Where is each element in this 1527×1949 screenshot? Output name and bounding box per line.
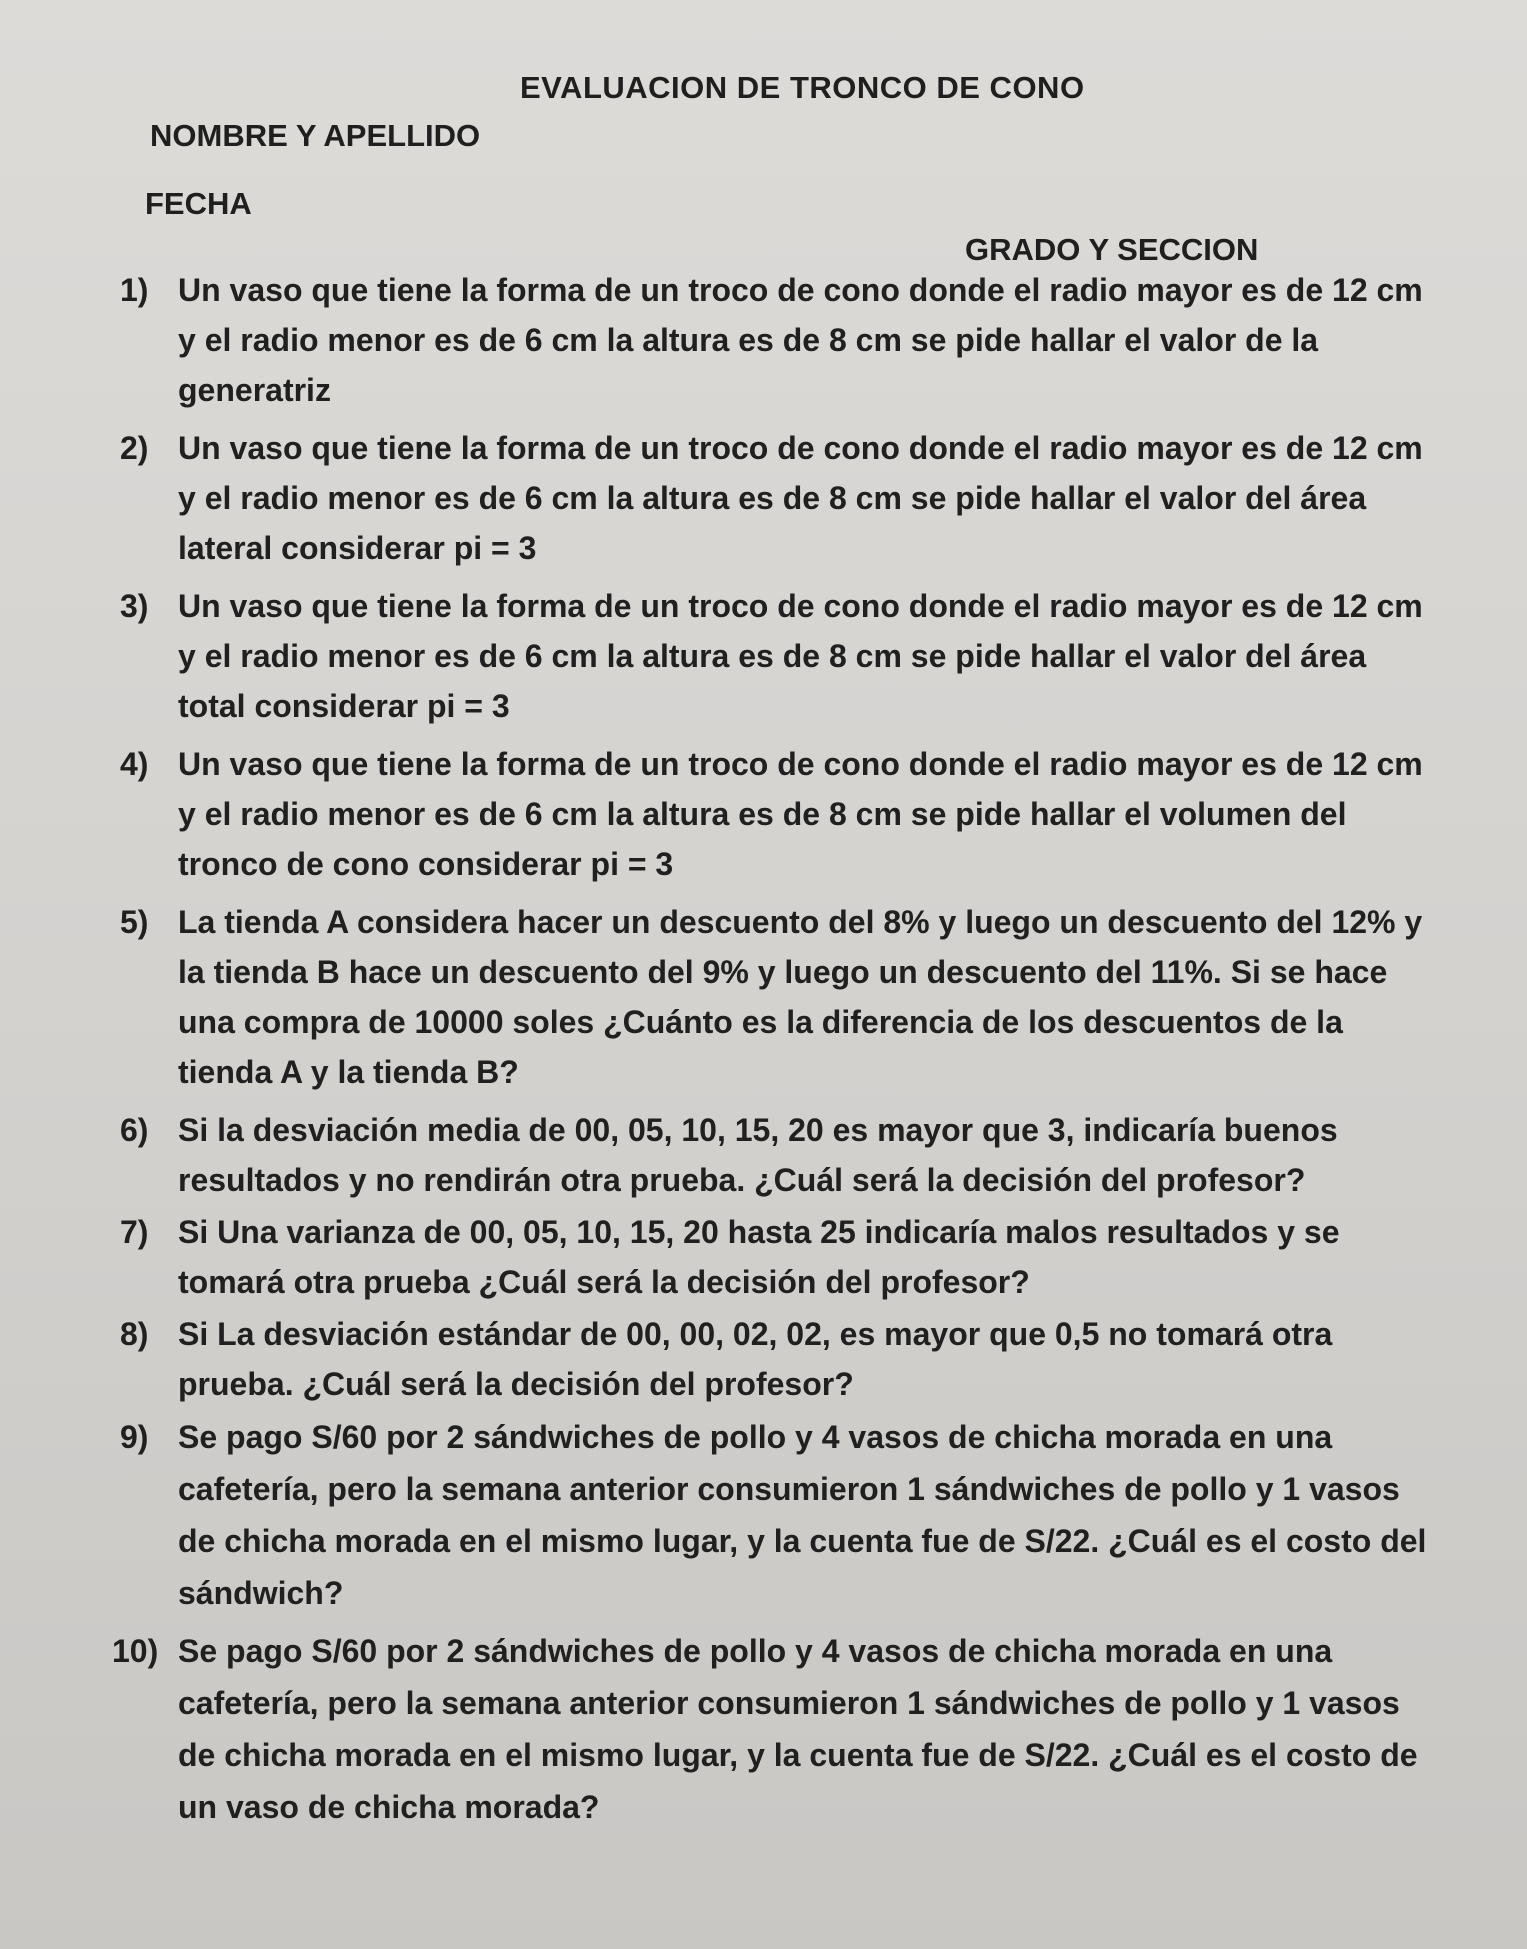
question-number: 7) [120, 1214, 149, 1250]
question-2 [120, 423, 1430, 573]
question-number: 10) [112, 1633, 159, 1669]
question-3 [120, 581, 1430, 731]
question-number: 9) [120, 1419, 149, 1455]
question-text: Se pago S/60 por 2 sándwiches de pollo y 4 vasos de chicha morada en una cafetería, pero la semana anterior consumieron 1 sándwiches de pollo y 1 vasos de chicha morada en el mismo lugar, y la cuenta fue de S/22. ¿Cuál es el costo de un vaso de chicha morada? [178, 1633, 1418, 1825]
question-1 [120, 265, 1430, 415]
question-number: 1) [120, 272, 149, 308]
grade-section-label: GRADO Y SECCION [965, 232, 1259, 267]
question-list [112, 265, 1430, 1833]
question-number: 2) [120, 430, 149, 466]
question-text: La tienda A considera hacer un descuento del 8% y luego un descuento del 12% y la tienda B hace un descuento del 9% y luego un descuento del 11%. Si se hace una compra de 10000 soles ¿Cuánto es la diferencia de los descuentos de la tienda A y la tienda B? [178, 904, 1423, 1090]
question-text: Se pago S/60 por 2 sándwiches de pollo y 4 vasos de chicha morada en una cafetería, pero la semana anterior consumieron 1 sándwiches de pollo y 1 vasos de chicha morada en el mismo lugar, y la cuenta fue de S/22. ¿Cuál es el costo del sándwich? [178, 1419, 1427, 1611]
question-10 [112, 1625, 1430, 1833]
question-number: 6) [120, 1112, 149, 1148]
question-4 [120, 739, 1430, 889]
question-text: Si la desviación media de 00, 05, 10, 15, 20 es mayor que 3, indicaría buenos resultados y no rendirán otra prueba. ¿Cuál será la decisión del profesor? [178, 1112, 1338, 1198]
question-number: 4) [120, 746, 149, 782]
question-5 [120, 897, 1430, 1097]
question-9 [120, 1411, 1430, 1619]
date-label: FECHA [145, 186, 252, 221]
question-number: 8) [120, 1316, 149, 1352]
question-text: Un vaso que tiene la forma de un troco de cono donde el radio mayor es de 12 cm y el radio menor es de 6 cm la altura es de 8 cm se pide hallar el volumen del tronco de cono considerar pi = 3 [178, 746, 1423, 882]
question-8 [120, 1309, 1430, 1409]
question-text: Si Una varianza de 00, 05, 10, 15, 20 hasta 25 indicaría malos resultados y se tomará otra prueba ¿Cuál será la decisión del profesor? [178, 1214, 1340, 1300]
name-label: NOMBRE Y APELLIDO [150, 118, 481, 153]
question-number: 5) [120, 904, 149, 940]
question-number: 3) [120, 588, 149, 624]
question-text: Si La desviación estándar de 00, 00, 02, 02, es mayor que 0,5 no tomará otra prueba. ¿Cuál será la decisión del profesor? [178, 1316, 1333, 1402]
question-7 [120, 1207, 1430, 1307]
question-text: Un vaso que tiene la forma de un troco de cono donde el radio mayor es de 12 cm y el radio menor es de 6 cm la altura es de 8 cm se pide hallar el valor del área lateral considerar pi = 3 [178, 430, 1423, 566]
page-title: EVALUACION DE TRONCO DE CONO [520, 70, 1085, 105]
question-text: Un vaso que tiene la forma de un troco de cono donde el radio mayor es de 12 cm y el radio menor es de 6 cm la altura es de 8 cm se pide hallar el valor del área total considerar pi = 3 [178, 588, 1423, 724]
question-text: Un vaso que tiene la forma de un troco de cono donde el radio mayor es de 12 cm y el radio menor es de 6 cm la altura es de 8 cm se pide hallar el valor de la generatriz [178, 272, 1423, 408]
question-6 [120, 1105, 1430, 1205]
